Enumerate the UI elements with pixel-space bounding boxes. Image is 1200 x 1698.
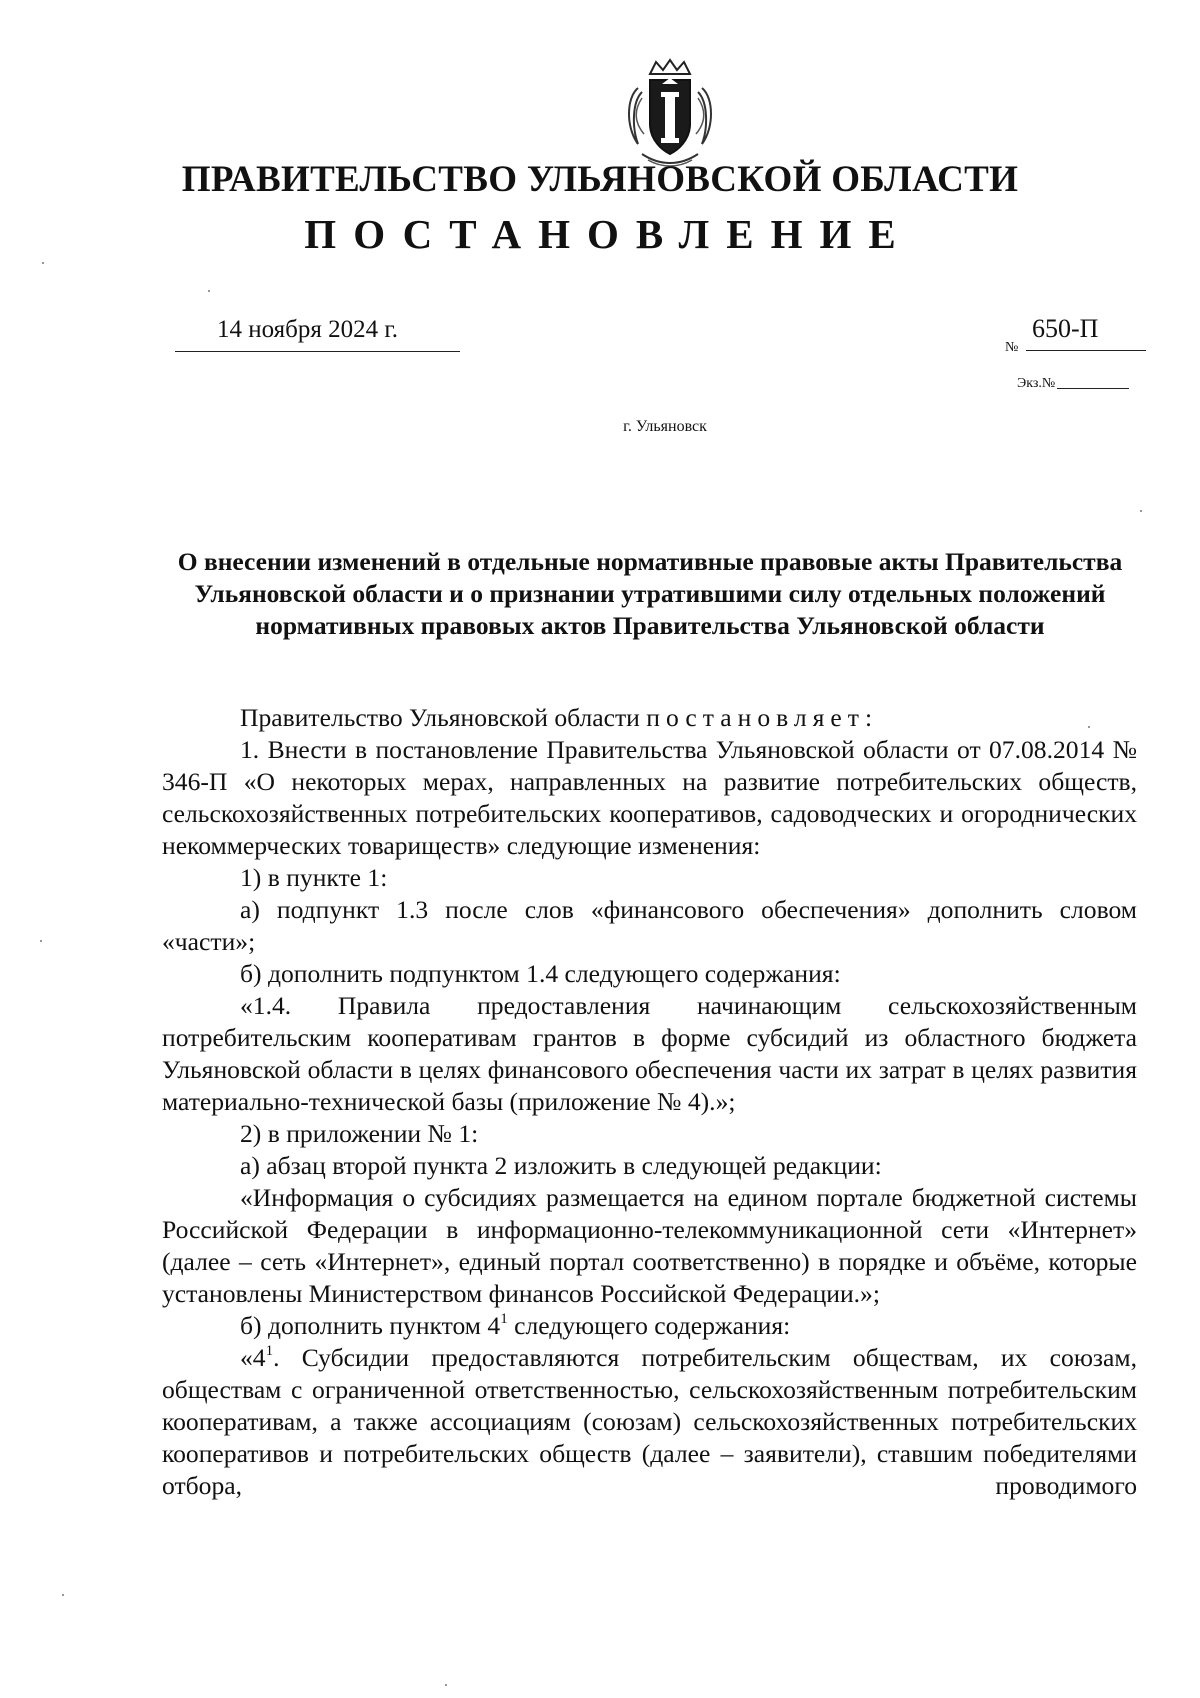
paragraph-1: 1. Внести в постановление Правительства Ульяновской области от 07.08.2014 № 346-П «О некоторых мерах, направленных на развитие потребительских обществ, сельскохозяйственных потребительских кооперативов, садоводческих и огороднических некоммерческих товариществ» следующие изменения:	[162, 735, 1137, 860]
document-date: 14 ноября 2024 г.	[217, 316, 399, 343]
date-underline	[175, 351, 460, 352]
city-name: г. Ульяновск	[623, 418, 707, 435]
scan-speck	[40, 940, 42, 942]
paragraph-10-superscript: 1	[265, 1343, 274, 1359]
scan-speck	[42, 262, 44, 264]
scan-speck	[62, 1594, 64, 1596]
paragraph-6: 2) в приложении № 1:	[240, 1119, 479, 1148]
scan-speck	[445, 1684, 447, 1686]
intro-spaced: постановляет:	[646, 703, 879, 732]
paragraph-4: б) дополнить подпунктом 1.4 следующего содержания:	[240, 959, 841, 988]
paragraph-10-text-a: «4	[240, 1343, 266, 1372]
number-underline	[1026, 350, 1146, 351]
document-date-field	[175, 315, 460, 352]
government-title: ПРАВИТЕЛЬСТВО УЛЬЯНОВСКОЙ ОБЛАСТИ	[181, 159, 1019, 200]
document-number: 650-П	[1032, 314, 1099, 343]
paragraph-9-superscript: 1	[500, 1311, 508, 1327]
paragraph-9-text-a: б) дополнить пунктом 4	[240, 1311, 501, 1340]
paragraph-7: а) абзац второй пункта 2 изложить в следующей редакции:	[240, 1151, 882, 1180]
number-sign: №	[1005, 340, 1019, 355]
paragraph-8: «Информация о субсидиях размещается на едином портале бюджетной системы Российской Федерации в информационно-телекоммуникационной сети «Интернет» (далее – сеть «Интернет», единый портал соответственно) в порядке и объёме, которые установлены Министерством финансов Российской Федерации.»;	[162, 1183, 1137, 1308]
paragraph-10-text-b: . Субсидии предоставляются потребительским обществам, их союзам, обществам с ограниченной ответственностью, сельскохозяйственным потребительским кооперативам, а также ассоциациям (союзам) сельскохозяйственных потребительских кооперативов и потребительских обществ (далее – заявители), ставшим победителями отбора, проводимого	[162, 1343, 1137, 1500]
scan-speck	[1140, 510, 1142, 512]
copy-label: Экз.№	[1017, 376, 1056, 391]
paragraph-5: «1.4. Правила предоставления начинающим сельскохозяйственным потребительским кооперативам грантов в форме субсидий из областного бюджета Ульяновской области в целях финансового обеспечения части их затрат в целях развития материально-технической базы (приложение № 4).»;	[162, 991, 1137, 1116]
scan-speck	[208, 290, 210, 292]
document-heading: О внесении изменений в отдельные нормативные правовые акты Правительства Ульяновской области и о признании утратившими силу отдельных положений нормативных правовых актов Правительства Ульяновской области	[177, 547, 1123, 640]
scan-speck	[1088, 726, 1090, 728]
paragraph-9-text-b: следующего содержания:	[507, 1311, 791, 1340]
paragraph-intro	[162, 702, 1137, 734]
paragraph-2: 1) в пункте 1:	[240, 863, 388, 892]
ulyanovsk-coat-of-arms-icon	[620, 58, 720, 170]
document-body	[162, 702, 1137, 1502]
intro-lead: Правительство Ульяновской области	[240, 703, 640, 732]
paragraph-9	[162, 1310, 1137, 1342]
paragraph-3: а) подпункт 1.3 после слов «финансового обеспечения» дополнить словом «части»;	[162, 895, 1137, 956]
copy-underline	[1057, 388, 1129, 389]
paragraph-10	[162, 1342, 1137, 1502]
document-type: ПОСТАНОВЛЕНИЕ	[304, 211, 913, 257]
copy-number-field	[1017, 376, 1147, 392]
